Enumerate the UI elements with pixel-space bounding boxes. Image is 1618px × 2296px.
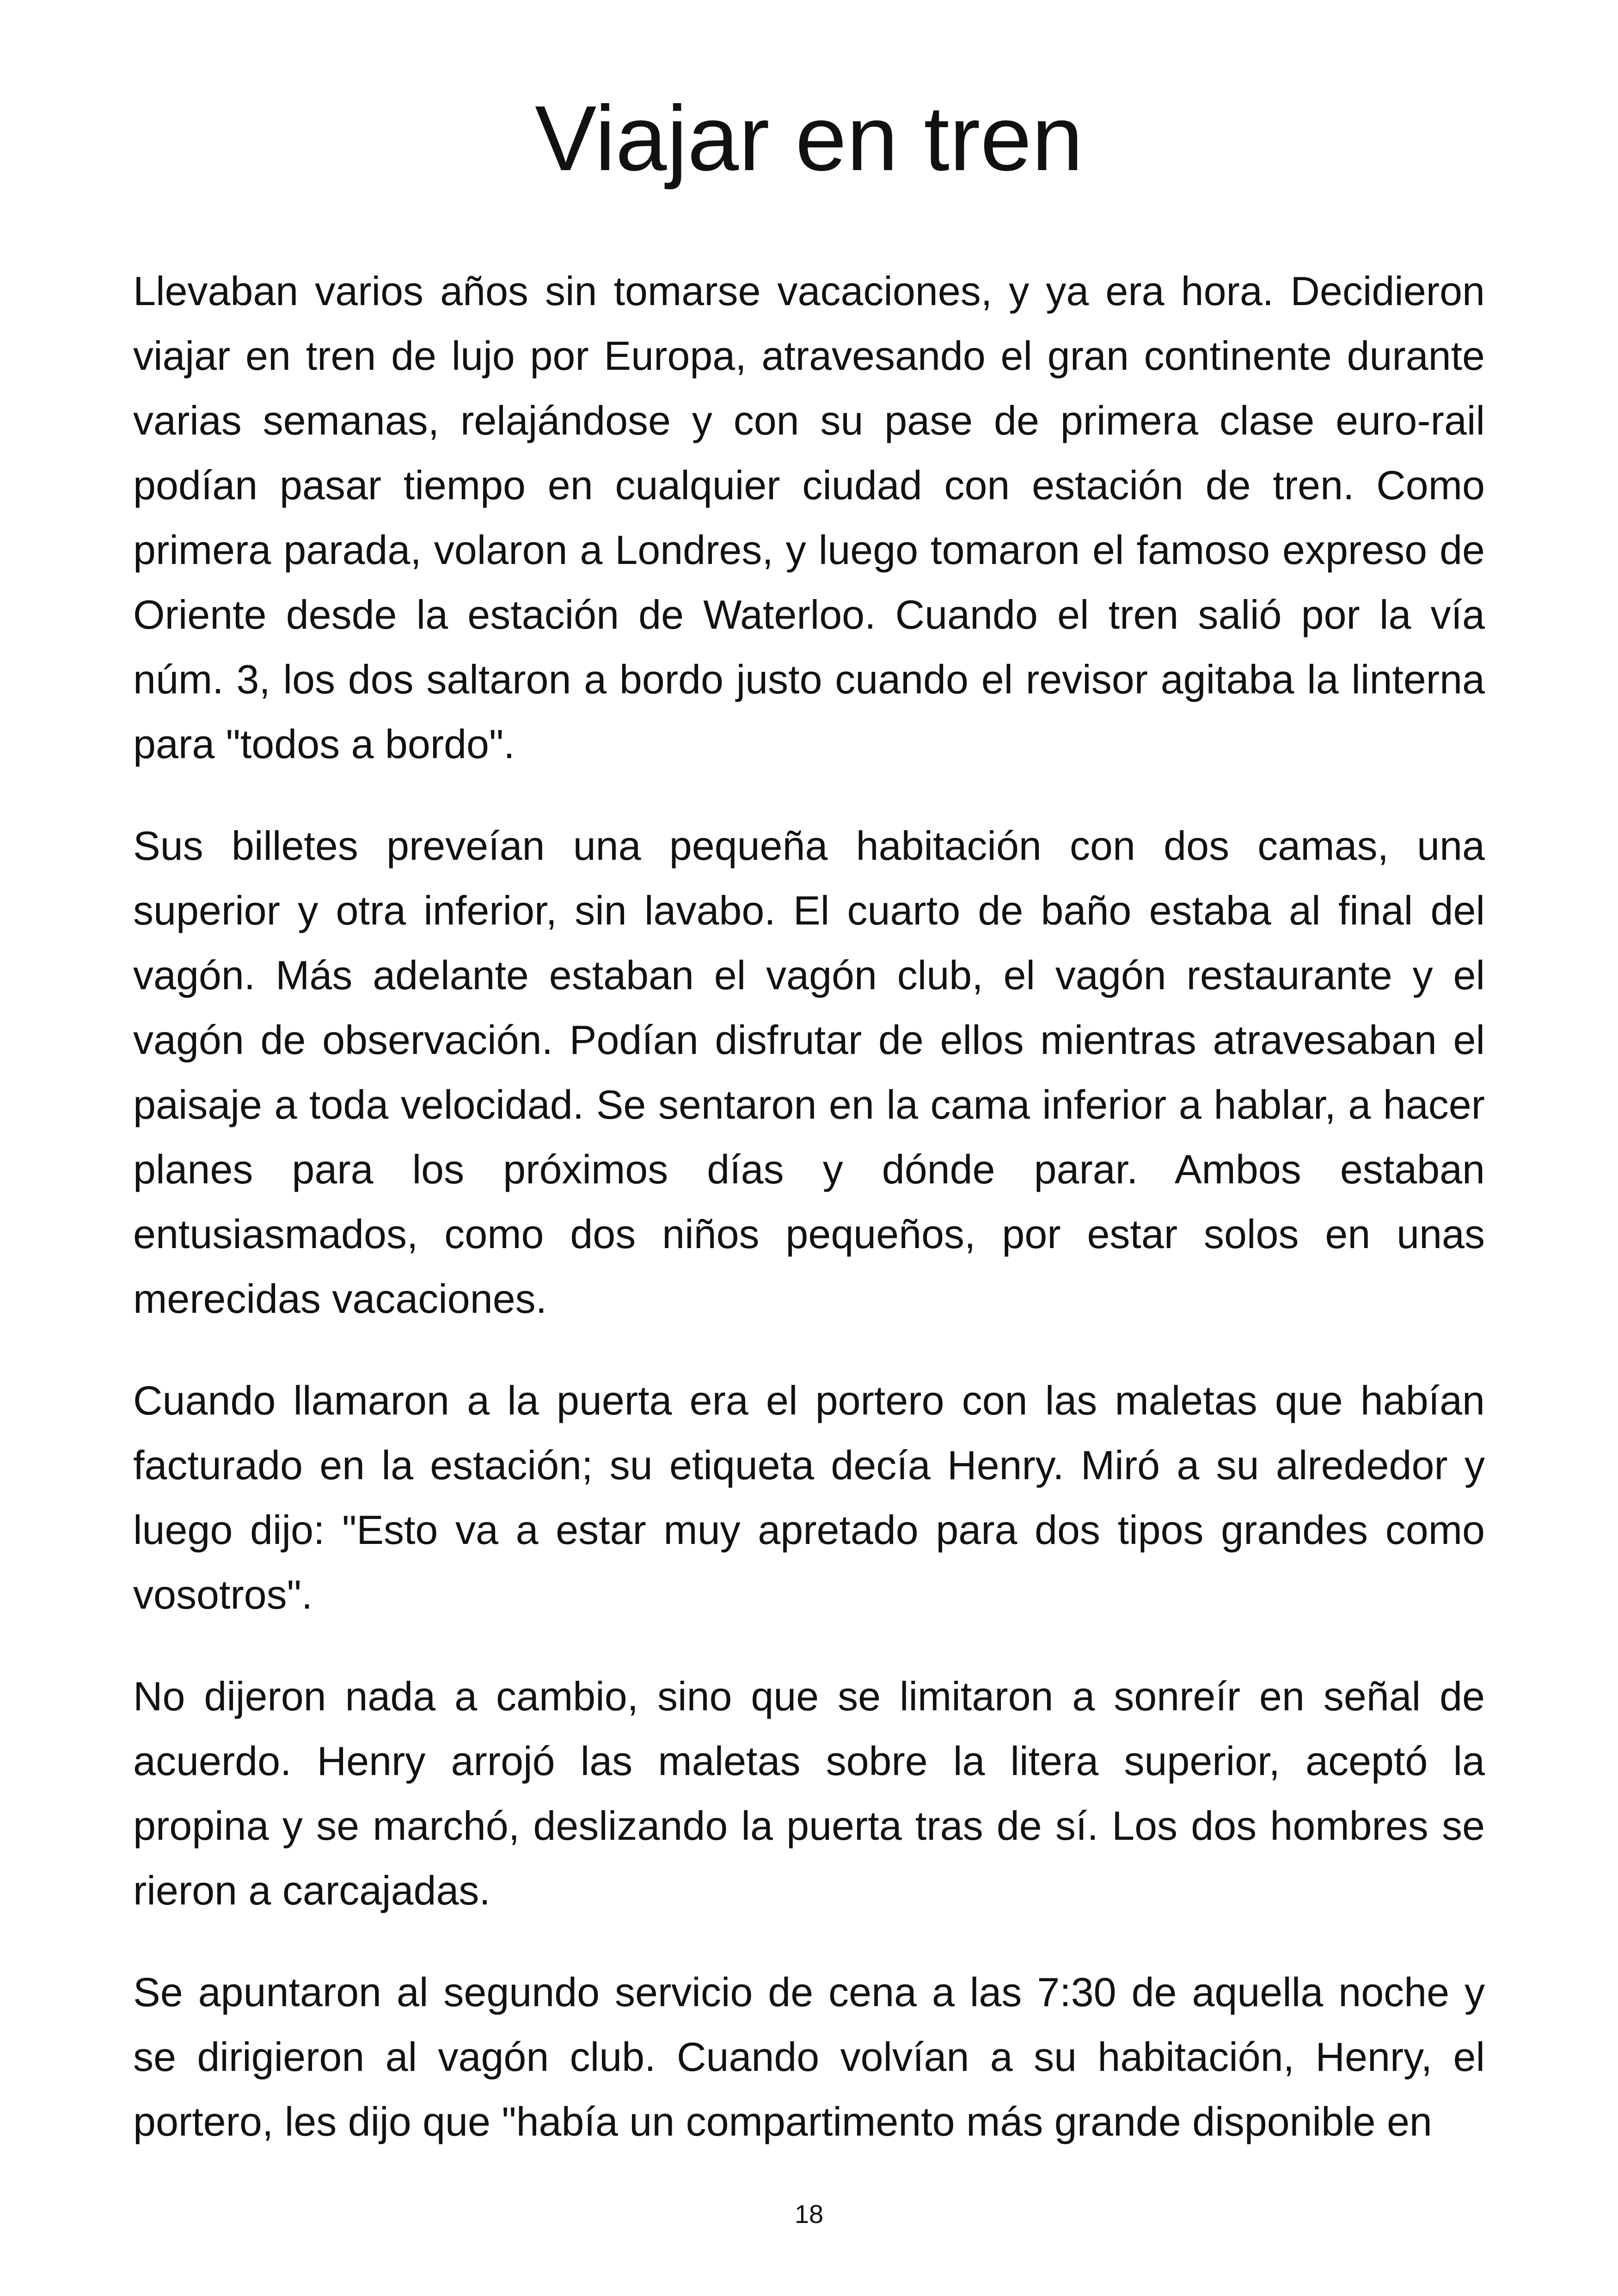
paragraph-3: Cuando llamaron a la puerta era el portero con las maletas que habían facturado en la estación; su etiqueta decía Henry. Miró a su alrededor y luego dijo: "Esto va a estar muy apretado para dos tipos grandes como vosotros". — [133, 1378, 1485, 1617]
body-text — [133, 259, 1485, 2191]
paragraph-4: No dijeron nada a cambio, sino que se limitaron a sonreír en señal de acuerdo. Henry arrojó las maletas sobre la litera superior, aceptó la propina y se marchó, deslizando la puerta tras de sí. Los dos hombres se rieron a carcajadas. — [133, 1673, 1485, 1913]
paragraph-1: Llevaban varios años sin tomarse vacaciones, y ya era hora. Decidieron viajar en tren de lujo por Europa, atravesando el gran continente durante varias semanas, relajándose y con su pase de primera clase euro-rail podían pasar tiempo en cualquier ciudad con estación de tren. Como primera parada, volaron a Londres, y luego tomaron el famoso expreso de Oriente desde la estación de Waterloo. Cuando el tren salió por la vía núm. 3, los dos saltaron a bordo justo cuando el revisor agitaba la linterna para "todos a bordo". — [133, 268, 1485, 767]
paragraph-2: Sus billetes preveían una pequeña habitación con dos camas, una superior y otra inferior, sin lavabo. El cuarto de baño estaba al final del vagón. Más adelante estaban el vagón club, el vagón restaurante y el vagón de observación. Podían disfrutar de ellos mientras atravesaban el paisaje a toda velocidad. Se sentaron en la cama inferior a hablar, a hacer planes para los próximos días y dónde parar. Ambos estaban entusiasmados, como dos niños pequeños, por estar solos en unas merecidas vacaciones. — [133, 823, 1485, 1322]
page-title: Viajar en tren — [535, 87, 1083, 190]
page-number: 18 — [794, 2199, 824, 2229]
paragraph-5: Se apuntaron al segundo servicio de cena a las 7:30 de aquella noche y se dirigieron al vagón club. Cuando volvían a su habitación, Henry, el portero, les dijo que "había un compartimento más grande disponible en — [133, 1969, 1485, 2144]
